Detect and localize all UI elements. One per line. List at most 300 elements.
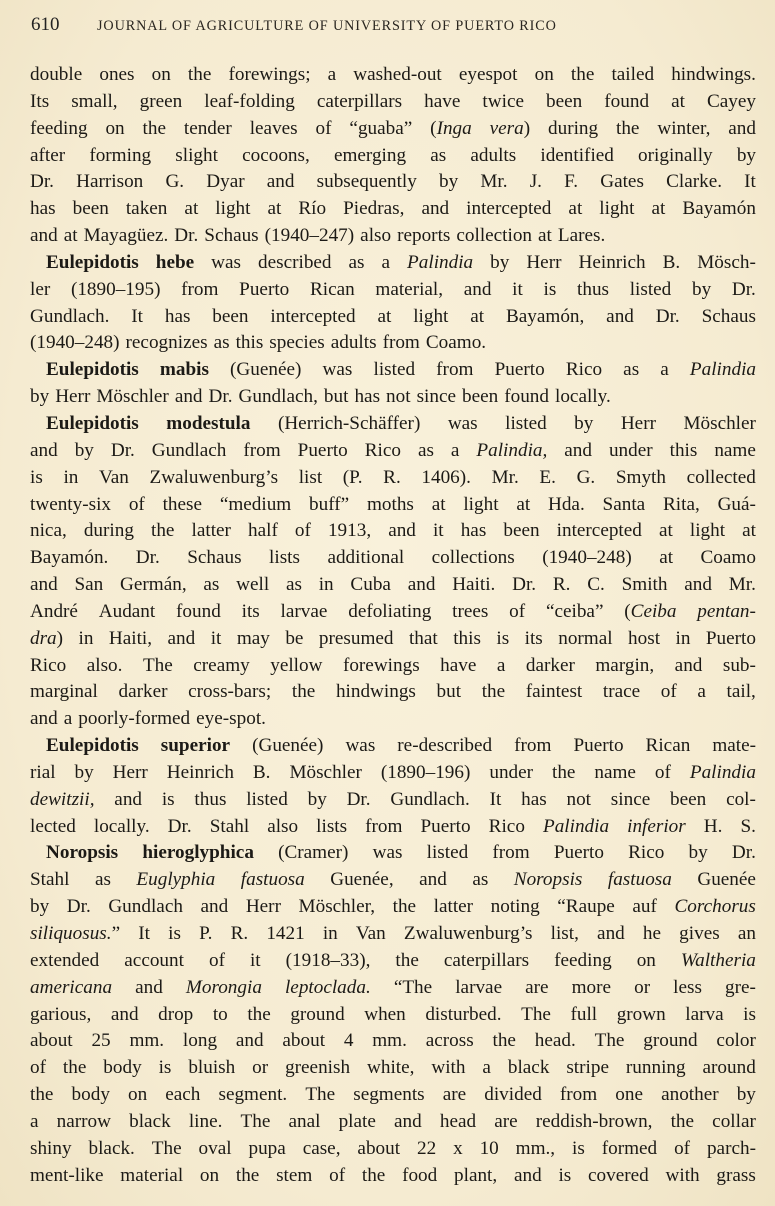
word-group — [114, 787, 142, 814]
word-group — [707, 89, 756, 116]
text-run: was — [372, 842, 403, 864]
text-run: about — [357, 1137, 401, 1159]
paragraph-first-line — [30, 357, 756, 384]
text-run: greenish — [285, 1057, 351, 1079]
word-group — [118, 679, 167, 706]
word-group — [124, 948, 184, 975]
word-group — [298, 438, 348, 465]
text-line — [30, 787, 756, 814]
text-run: and — [30, 574, 58, 596]
text-run: white, — [367, 1057, 415, 1079]
word-group — [317, 169, 417, 196]
text-run: anal — [288, 1110, 321, 1132]
text-run: each — [165, 1084, 201, 1106]
text-run: Puerto — [297, 439, 348, 461]
text-run: C. — [587, 574, 605, 596]
text-run: as — [417, 439, 434, 461]
text-run: at — [538, 225, 552, 247]
word-group — [628, 840, 664, 867]
text-run: food — [402, 1164, 438, 1186]
word-group — [508, 1055, 550, 1082]
word-group — [554, 948, 612, 975]
text-run: well — [236, 574, 270, 596]
text-run: eyespot — [458, 64, 518, 85]
text-run: another — [661, 1084, 719, 1106]
text-run: stem — [276, 1164, 313, 1186]
species-name: modestula — [166, 412, 251, 434]
text-run: also — [360, 225, 392, 247]
word-group — [258, 250, 332, 277]
text-run: account — [124, 949, 184, 971]
text-run: It — [744, 171, 756, 193]
word-group — [356, 921, 386, 948]
text-run: Puerto — [239, 278, 290, 300]
word-group — [30, 867, 69, 894]
text-run: normal — [558, 627, 613, 649]
word-group — [455, 975, 502, 1002]
word-group — [289, 760, 361, 787]
text-run: ” — [111, 923, 121, 944]
word-group — [360, 223, 391, 250]
text-run: E. — [539, 466, 556, 488]
text-run: Harrison — [76, 171, 144, 193]
word-group — [548, 116, 598, 143]
word-group — [577, 277, 609, 304]
text-run: G. — [576, 466, 596, 488]
text-run: black — [507, 1057, 550, 1079]
word-group — [566, 787, 591, 814]
word-group — [30, 492, 111, 519]
word-group — [608, 867, 672, 894]
text-run: identified — [540, 144, 614, 166]
text-run: under — [608, 439, 653, 461]
text-run: Puerto — [573, 735, 624, 757]
text-run: Heinrich — [578, 251, 646, 273]
word-group — [421, 814, 471, 841]
text-run: have — [440, 654, 477, 676]
text-run: adults — [330, 332, 377, 354]
text-run: additional — [327, 547, 405, 569]
word-group — [707, 1136, 756, 1163]
text-run: The — [240, 1110, 271, 1132]
word-group — [316, 116, 332, 143]
text-run: to — [212, 1003, 228, 1025]
italic-term: Morongia — [185, 976, 262, 998]
word-group — [690, 518, 725, 545]
text-run: and — [407, 574, 436, 596]
text-run: (1940–247) — [264, 225, 355, 247]
word-group — [646, 733, 691, 760]
word-group — [464, 277, 492, 304]
text-run: is — [168, 923, 181, 944]
word-group — [57, 1109, 111, 1136]
text-run: listed — [629, 278, 672, 300]
word-group — [94, 814, 150, 841]
text-run: Dr. — [731, 278, 756, 300]
word-group — [285, 1055, 350, 1082]
word-group — [160, 357, 209, 384]
text-run: tailed — [611, 64, 655, 85]
word-group — [697, 599, 756, 626]
text-run: Santa — [602, 493, 646, 515]
word-group — [671, 1109, 694, 1136]
word-group — [454, 1163, 497, 1190]
word-group — [663, 492, 700, 519]
text-run: adults — [470, 144, 517, 166]
text-run: Zwaluwenburg’s — [149, 466, 279, 488]
word-group — [616, 116, 639, 143]
word-group — [129, 492, 145, 519]
word-group — [729, 572, 756, 599]
text-run: a — [381, 251, 391, 273]
text-run: was — [447, 412, 478, 434]
text-run: been — [72, 198, 109, 220]
text-run: Puerto — [494, 359, 545, 381]
text-run: Dr. — [346, 788, 371, 810]
word-group — [616, 465, 666, 492]
word-group — [203, 572, 219, 599]
text-line — [30, 330, 756, 357]
word-group — [564, 438, 592, 465]
word-group — [126, 330, 208, 357]
word-group — [692, 277, 711, 304]
word-group — [230, 357, 301, 384]
text-run: oval — [198, 1137, 232, 1159]
word-group — [152, 62, 171, 89]
word-group — [30, 143, 65, 170]
text-run: Dr. — [66, 896, 91, 918]
text-run: listed — [505, 412, 547, 434]
word-group — [453, 626, 481, 653]
text-run: list, — [550, 923, 579, 944]
word-group — [193, 653, 249, 680]
text-run: San — [74, 574, 104, 596]
text-run: locally. — [555, 386, 611, 408]
text-run: on — [534, 64, 554, 85]
italic-term: Palindia — [542, 815, 610, 837]
word-group — [175, 143, 218, 170]
word-group — [267, 169, 295, 196]
text-run: Haiti, — [108, 627, 153, 649]
word-group — [336, 679, 416, 706]
text-run: feeding — [554, 949, 612, 971]
text-run: Stahl — [209, 815, 250, 837]
word-group — [96, 384, 168, 411]
word-group — [30, 223, 58, 250]
text-run: mm., — [515, 1137, 556, 1159]
word-group — [732, 840, 756, 867]
word-group — [490, 116, 530, 143]
word-group — [348, 599, 431, 626]
text-run: in — [318, 574, 334, 596]
text-line — [30, 277, 756, 304]
word-group — [544, 277, 557, 304]
text-line — [30, 1109, 756, 1136]
text-run: intercepted — [556, 520, 642, 542]
word-group — [554, 840, 604, 867]
text-run: from — [181, 278, 219, 300]
word-group — [418, 438, 434, 465]
text-run: The — [305, 1084, 336, 1106]
word-group — [231, 921, 249, 948]
text-run: is — [496, 627, 510, 649]
word-group — [30, 1136, 72, 1163]
word-group — [99, 599, 156, 626]
word-group — [659, 545, 673, 572]
text-run: and — [200, 896, 229, 918]
text-run: by — [736, 1084, 756, 1106]
text-run: Mr. — [480, 171, 508, 193]
text-run: Möschler, — [298, 896, 376, 918]
text-run: color — [716, 1030, 756, 1052]
text-run: since — [416, 386, 456, 408]
word-group — [353, 1082, 424, 1109]
species-name: Eulepidotis — [46, 735, 139, 757]
word-group — [566, 1055, 609, 1082]
word-group — [526, 653, 575, 680]
word-group — [443, 1082, 466, 1109]
text-run: Gundlach — [108, 896, 183, 918]
word-group — [538, 223, 552, 250]
word-group — [209, 948, 225, 975]
word-group — [703, 1055, 756, 1082]
text-run: at — [659, 547, 674, 569]
word-group — [30, 1163, 104, 1190]
text-run: Rico — [628, 842, 665, 864]
word-group — [111, 438, 135, 465]
text-run: twenty-six — [30, 493, 112, 515]
word-group — [194, 787, 226, 814]
text-run: Rico — [565, 359, 603, 381]
word-group — [46, 840, 118, 867]
text-run: Bayamón — [682, 198, 756, 220]
text-run: by — [688, 842, 708, 864]
word-group — [492, 465, 519, 492]
word-group — [72, 1082, 110, 1109]
text-line — [30, 465, 756, 492]
word-group — [690, 760, 756, 787]
word-group — [295, 518, 311, 545]
word-group — [373, 357, 415, 384]
text-run: head. — [534, 1030, 576, 1052]
word-group — [394, 1109, 422, 1136]
text-line — [30, 545, 756, 572]
text-run: from — [365, 815, 403, 837]
word-group — [367, 492, 414, 519]
word-group — [397, 223, 450, 250]
text-run: plant, — [454, 1164, 498, 1186]
word-group — [199, 921, 212, 948]
text-run: thus — [577, 278, 610, 300]
text-run: col- — [726, 788, 756, 810]
text-run: Van — [355, 923, 386, 944]
word-group — [184, 116, 232, 143]
text-run: by — [30, 386, 50, 408]
text-line — [30, 1028, 756, 1055]
text-run: It — [138, 923, 150, 944]
text-run: light — [215, 198, 251, 220]
text-run: grown — [616, 1003, 666, 1025]
word-group — [599, 196, 634, 223]
word-group — [323, 921, 338, 948]
word-group — [689, 840, 708, 867]
text-run: these — [162, 493, 203, 515]
word-group — [394, 975, 432, 1002]
text-run: listed — [373, 359, 416, 381]
word-group — [634, 975, 650, 1002]
word-group — [657, 116, 710, 143]
text-run: this — [235, 332, 264, 354]
text-run: of — [509, 600, 526, 622]
text-run: gre- — [724, 976, 756, 998]
word-group — [189, 1109, 223, 1136]
text-run: from — [436, 359, 474, 381]
species-name: hebe — [155, 251, 195, 273]
word-group — [246, 894, 281, 921]
word-group — [210, 814, 249, 841]
text-run: 1913, — [327, 520, 372, 542]
word-group — [627, 814, 686, 841]
italic-term: Palindia — [689, 359, 756, 381]
text-run: P. — [199, 923, 213, 944]
word-group — [30, 894, 49, 921]
text-run: Möschler — [96, 386, 169, 408]
text-run: was — [345, 735, 376, 757]
text-run: of — [329, 1164, 346, 1186]
word-group — [87, 653, 123, 680]
text-run: Gundlach — [151, 439, 227, 461]
text-run: formed — [601, 1137, 658, 1159]
text-run: by — [307, 788, 327, 810]
word-group — [491, 894, 540, 921]
word-group — [365, 438, 401, 465]
text-run: Herr — [55, 386, 91, 408]
text-run: light — [689, 520, 726, 542]
text-run: (1940–248) — [542, 547, 632, 569]
word-group — [84, 518, 134, 545]
word-group — [553, 572, 571, 599]
word-group — [652, 196, 666, 223]
word-group — [397, 733, 492, 760]
word-group — [75, 438, 94, 465]
word-group — [73, 196, 109, 223]
text-run: it — [432, 520, 444, 542]
word-group — [542, 545, 632, 572]
text-run: been — [212, 305, 249, 327]
text-run: of — [674, 1137, 691, 1159]
text-run: The — [594, 1030, 625, 1052]
word-group — [192, 518, 231, 545]
word-group — [551, 921, 579, 948]
text-run: by — [30, 896, 50, 918]
text-run: ment-like — [30, 1164, 104, 1186]
word-group — [327, 545, 404, 572]
word-group — [213, 1002, 228, 1029]
text-run: is — [30, 466, 43, 488]
text-run: that — [408, 627, 438, 649]
word-group — [496, 626, 509, 653]
text-run: in — [322, 923, 338, 944]
word-group — [30, 62, 82, 89]
text-run: from — [243, 439, 281, 461]
word-group — [526, 250, 561, 277]
text-run: at — [671, 90, 685, 112]
text-run: Audant — [98, 600, 156, 622]
word-group — [530, 169, 542, 196]
text-run: at — [377, 305, 392, 327]
text-run: collar — [712, 1110, 756, 1132]
word-group — [744, 169, 756, 196]
word-group — [30, 545, 108, 572]
word-group — [310, 277, 355, 304]
word-group — [308, 787, 327, 814]
text-run: ( — [430, 117, 437, 139]
word-group — [656, 304, 680, 331]
text-run: it — [512, 278, 523, 300]
text-run: the — [235, 1164, 260, 1186]
text-line — [30, 626, 756, 653]
word-group — [706, 626, 756, 653]
word-group — [331, 330, 377, 357]
word-group — [165, 1082, 200, 1109]
word-group — [602, 1136, 657, 1163]
text-line — [30, 62, 756, 89]
word-group — [676, 626, 691, 653]
text-run: and — [513, 1164, 542, 1186]
text-run: an — [737, 923, 756, 944]
word-group — [343, 196, 404, 223]
word-group — [503, 518, 539, 545]
word-group — [421, 196, 449, 223]
paragraph-first-line — [30, 840, 756, 867]
word-group — [183, 1028, 217, 1055]
word-group — [372, 1028, 407, 1055]
word-group — [632, 894, 657, 921]
text-run: twice — [482, 90, 524, 112]
text-run: has — [460, 520, 487, 542]
text-run: subsequently — [316, 171, 417, 193]
word-group — [626, 1055, 686, 1082]
word-group — [324, 384, 349, 411]
word-group — [461, 518, 487, 545]
word-group — [375, 277, 443, 304]
text-run: the — [142, 117, 166, 139]
text-run: Schaus — [187, 547, 242, 569]
text-run: on — [636, 949, 656, 971]
word-group — [319, 626, 394, 653]
text-run: is — [743, 1003, 756, 1025]
word-group — [426, 330, 486, 357]
word-group — [587, 572, 605, 599]
word-group — [246, 787, 288, 814]
text-run: from — [559, 1084, 598, 1106]
word-group — [328, 62, 337, 89]
text-line — [30, 679, 756, 706]
text-run: may — [236, 627, 270, 649]
word-group — [570, 1002, 597, 1029]
text-run: at — [651, 198, 666, 220]
word-group — [131, 304, 143, 331]
text-run: with — [665, 1164, 700, 1186]
italic-term: Corchorus — [674, 896, 756, 918]
word-group — [30, 679, 98, 706]
text-run: Schaus — [701, 305, 756, 327]
word-group — [266, 921, 304, 948]
word-group — [30, 304, 109, 331]
italic-term: vera — [489, 117, 524, 139]
text-run: parch- — [706, 1137, 756, 1159]
word-group — [480, 169, 507, 196]
